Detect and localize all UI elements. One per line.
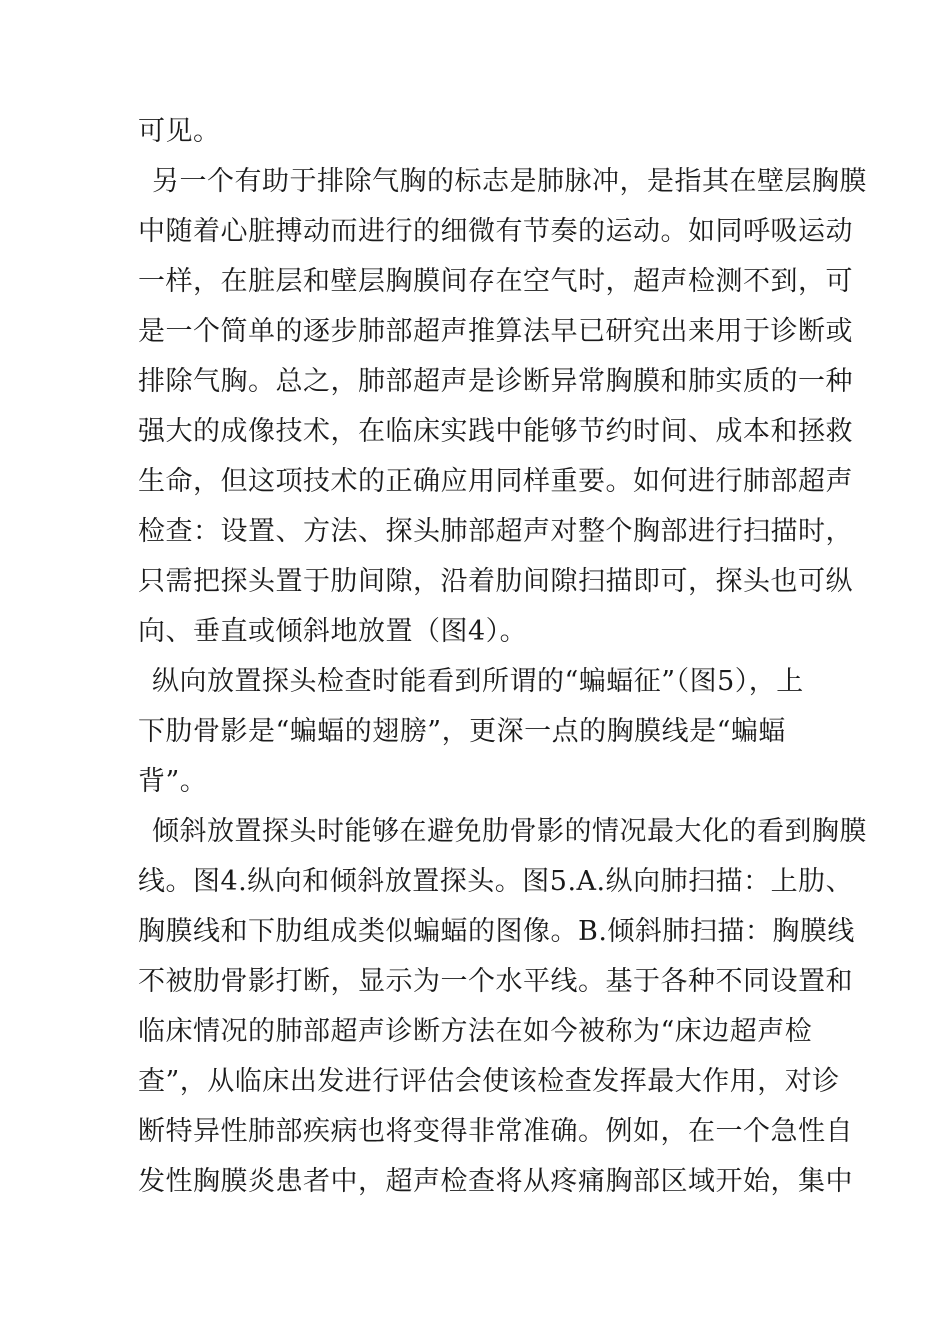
text-line: 胸膜线和下肋组成类似蝙蝠的图像。B.倾斜肺扫描：胸膜线 <box>138 916 855 947</box>
text-line: 强大的成像技术，在临床实践中能够节约时间、成本和拯救 <box>138 416 853 447</box>
text-line: 中随着心脏搏动而进行的细微有节奏的运动。如同呼吸运动 <box>138 216 853 247</box>
text-line: 向、垂直或倾斜地放置（图4）。 <box>138 616 528 647</box>
text-line: 是一个简单的逐步肺部超声推算法早已研究出来用于诊断或 <box>138 316 853 347</box>
text-line: 纵向放置探头检查时能看到所谓的“蝙蝠征”（图5），上 <box>152 666 804 697</box>
text-line: 另一个有助于排除气胸的标志是肺脉冲，是指其在壁层胸膜 <box>152 166 867 197</box>
text-line: 倾斜放置探头时能够在避免肋骨影的情况最大化的看到胸膜 <box>152 816 867 847</box>
text-line: 背”。 <box>138 766 208 797</box>
text-line: 线。图4.纵向和倾斜放置探头。图5.A.纵向肺扫描：上肋、 <box>138 866 854 897</box>
text-line: 一样，在脏层和壁层胸膜间存在空气时，超声检测不到，可 <box>138 266 853 297</box>
text-line: 发性胸膜炎患者中，超声检查将从疼痛胸部区域开始，集中 <box>138 1166 853 1197</box>
text-line: 断特异性肺部疾病也将变得非常准确。例如，在一个急性自 <box>138 1116 853 1147</box>
text-line: 检查：设置、方法、探头肺部超声对整个胸部进行扫描时， <box>138 516 853 547</box>
text-line: 下肋骨影是“蝙蝠的翅膀”，更深一点的胸膜线是“蝙蝠 <box>138 716 786 747</box>
text-line: 生命，但这项技术的正确应用同样重要。如何进行肺部超声 <box>138 466 853 497</box>
text-line: 查”，从临床出发进行评估会使该检查发挥最大作用，对诊 <box>138 1066 840 1097</box>
text-line: 不被肋骨影打断，显示为一个水平线。基于各种不同设置和 <box>138 966 853 997</box>
text-line: 可见。 <box>138 116 221 147</box>
text-line: 只需把探头置于肋间隙，沿着肋间隙扫描即可，探头也可纵 <box>138 566 853 597</box>
text-line: 排除气胸。总之，肺部超声是诊断异常胸膜和肺实质的一种 <box>138 366 853 397</box>
text-line: 临床情况的肺部超声诊断方法在如今被称为“床边超声检 <box>138 1016 813 1047</box>
